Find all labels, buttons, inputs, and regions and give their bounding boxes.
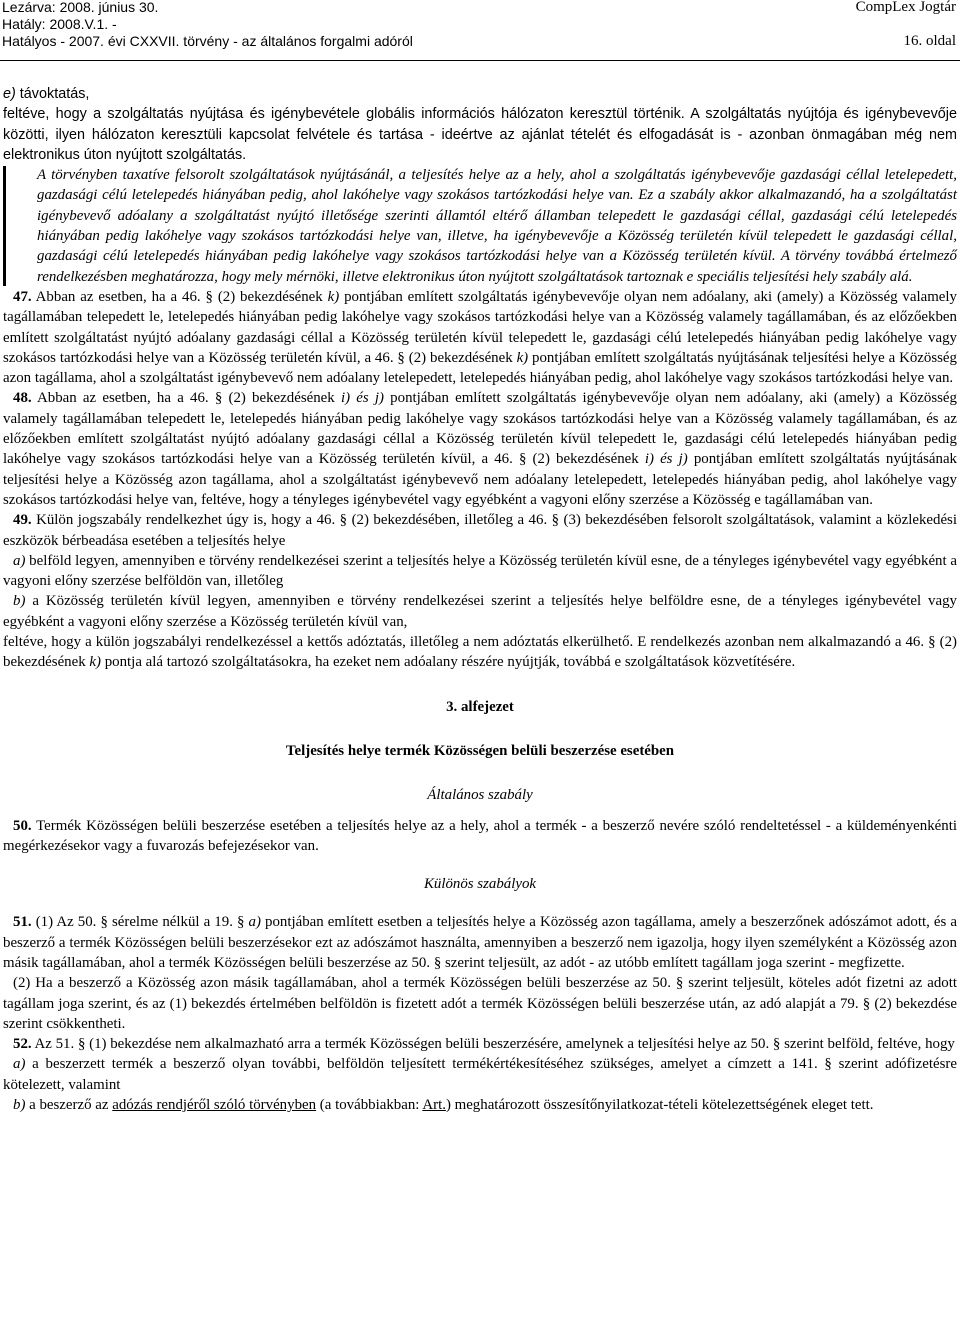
art-reference-link[interactable]: Art.	[422, 1097, 446, 1114]
header-effect-date: Hatály: 2008.V.1. -	[2, 16, 117, 32]
section-52-b: b) a beszerző az adózás rendjéről szóló törvényben (a továbbiakban: Art.) meghatározott összesítőnyilatkozat-tételi kötelezettségének eleget tett.	[13, 1097, 874, 1114]
section-49-a: a) belföld legyen, amennyiben e törvény rendelkezései szerint a teljesítés helye a Közösség területén kívül esne, de a tényleges igénybevétel vagy egyébként a vagyoni előny szerzése belföldön van, illetőleg	[3, 552, 957, 590]
condition-paragraph: feltéve, hogy a szolgáltatás nyújtása és igénybevétele globális információs hálózaton keresztül történik. A szolgáltatás nyújtója és igénybevevője közötti, ilyen hálózaton keresztüli kapcsolat felvétele és tartása - ideértve az ajánlat tételét és elfogadását is - azonban önmagában még nem elektronikus úton nyújtott szolgáltatás.	[3, 106, 958, 163]
section-number: 52.	[13, 1036, 32, 1053]
section-number: 49.	[13, 512, 32, 529]
header-law-title: Hatályos - 2007. évi CXXVII. törvény - az általános forgalmi adóról	[2, 33, 413, 49]
section-47: 47. Abban az esetben, ha a 46. § (2) bekezdésének k) pontjában említett szolgáltatás igénybevevője olyan nem adóalany, aki (amely) a Közösség valamely tagállamában telepedett le, letelepedés hiányában pedig lakóhelye vagy szokásos tartózkodási helye van a Közösség valamely tagállamában, és az előzőekben említett szolgáltatást nyújtó adóalany gazdasági céllal a Közösség területén kívül telepedett le, gazdasági célú letelepedés hiányában pedig lakóhelye vagy szokásos tartózkodási helye van a Közösség területén kívül, a 46. § (2) bekezdésének k) pontjában említett szolgáltatás nyújtásának teljesítési helye a Közösség azon tagállama, ahol a szolgáltatást igénybevevő nem adóalany letelepedett, letelepedés hiányában pedig, ahol lakóhelye vagy szokásos tartózkodási helye van.	[3, 288, 957, 387]
section-number: 48.	[13, 390, 32, 407]
section-49: 49. Külön jogszabály rendelkezhet úgy is, hogy a 46. § (2) bekezdésében, illetőleg a 46. § (3) bekezdésében felsorolt szolgáltatások, valamint a közlekedési eszközök bérbeadása esetében a teljesítés helye	[3, 512, 957, 549]
subchapter-title: Teljesítés helye termék Közösségen belüli beszerzése esetében	[285, 742, 675, 759]
explanatory-note: A törvényben taxatíve felsorolt szolgáltatások nyújtásánál, a teljesítés helye az a hely, ahol a szolgáltatás igénybevevője gazdasági céllal letelepedett, gazdasági célú letelepedés hiányában pedig, ahol lakóhelye vagy szokásos tartózkodási helye van. Ez a szabály akkor alkalmazandó, ha a szolgáltatást igénybevevő adóalany a szolgáltatást nyújtó illetősége szerinti államtól eltérő államban telepedett le gazdasági céllal, gazdasági célú letelepedés hiányában pedig lakóhelye vagy szokásos tartózkodási helye van, illetve, ha igénybevevője a Közösség területén kívül telepedett le gazdasági céllal, gazdasági célú letelepedés hiányában pedig lakóhelye vagy szokásos tartózkodási helye van a Közösség területén kívül. A törvény továbbá értelmező rendelkezésben meghatározza, hogy mely mérnöki, illetve elektronikus úton nyújtott szolgáltatások tartoznak e speciális teljesítési hely szabály alá.	[3, 165, 957, 287]
section-51-2: (2) Ha a beszerző a Közösség azon másik tagállamában, ahol a termék Közösségen belüli beszerzése az 50. § szerint teljesült, köteles adót fizetni az adott tagállam joga szerint, és az (1) bekezdés értelmében belföldön is fizetett adót a termék Közösségen belüli beszerzése után, az adó alapját a 79. § (2) bekezdése szerint csökkentheti.	[3, 975, 957, 1032]
heading-general-rule: Általános szabály	[427, 787, 533, 804]
header-page-number: 16. oldal	[903, 33, 956, 49]
section-49-b: b) a Közösség területén kívül legyen, amennyiben e törvény rendelkezései szerint a teljesítés helye belföldre esne, de a tényleges igénybevétel vagy egyébként a vagyoni előny szerzése a Közösség területén kívül van,	[3, 593, 957, 630]
section-number: 50.	[13, 817, 32, 834]
document-body	[3, 84, 957, 1115]
law-reference-link[interactable]: adózás rendjéről szóló törvényben	[112, 1097, 317, 1114]
subchapter-number: 3. alfejezet	[446, 698, 514, 715]
section-48: 48. Abban az esetben, ha a 46. § (2) bekezdésének i) és j) pontjában említett szolgáltatás igénybevevője olyan nem adóalany, aki (amely) a Közösség valamely tagállamában telepedett le, letelepedés hiányában pedig lakóhelye vagy szokásos tartózkodási helye van a Közösség valamely tagállamában, és az előzőekben említett szolgáltatást nyújtó adóalany gazdasági céllal a Közösség területén kívül telepedett le, gazdasági célú letelepedés hiányában pedig lakóhelye vagy szokásos tartózkodási helye van a Közösség területén kívül, a 46. § (2) bekezdésének i) és j) pontjában említett szolgáltatás nyújtásának teljesítési helye a Közösség azon tagállama, ahol a szolgáltatást igénybevevő nem adóalany letelepedett, letelepedés hiányában pedig, ahol lakóhelye vagy szokásos tartózkodási helye van, feltéve, hogy a tényleges igénybevétel vagy egyébként a vagyoni előny szerzése a Közösség e tagállamában van.	[3, 390, 958, 508]
section-52-a: a) a beszerzett termék a beszerző olyan további, belföldön teljesített termékértékesítéséhez szükséges, amelyet a címzett a 141. § szerint adófizetésre kötelezett, valamint	[3, 1056, 957, 1093]
section-51: 51. (1) Az 50. § sérelme nélkül a 19. § a) pontjában említett esetben a teljesítés helye a Közösség azon tagállama, amely a beszerzőnek adószámot adott, és a beszerző a termék Közösségen belüli beszerzésekor ezt az adószámot használta, amennyiben a beszerző nem igazolja, hogy ilyen személyként a Közösség azon másik tagállamában, ahol a termék Közösségen belüli beszerzése az 50. § szerint teljesült, az adót - az utóbb említett tagállam joga szerint - megfizette.	[3, 914, 957, 971]
heading-special-rules: Különös szabályok	[423, 876, 537, 893]
header-closed-date: Lezárva: 2008. június 30.	[2, 0, 159, 15]
header-brand: CompLex Jogtár	[855, 0, 956, 15]
section-49-tail: feltéve, hogy a külön jogszabályi rendelkezéssel a kettős adóztatás, illetőleg a nem adóztatás elkerülhető. E rendelkezés azonban nem alkalmazandó a 46. § (2) bekezdésének k) pontja alá tartozó szolgáltatásokra, ha ezeket nem adóalany részére nyújtják, továbbá e szolgáltatások közvetítésére.	[3, 634, 957, 671]
section-50: 50. Termék Közösségen belüli beszerzése esetében a teljesítés helye az a hely, ahol a termék - a beszerző nevére szóló rendeltetéssel - a küldeményenkénti megérkezésekor vagy a fuvarozás befejezésekor van.	[3, 817, 957, 854]
section-52: 52. Az 51. § (1) bekezdése nem alkalmazható arra a termék Közösségen belüli beszerzésére, amelynek a teljesítési helye az 50. § szerint belföld, feltéve, hogy	[13, 1036, 955, 1053]
item-e: e) távoktatás,	[3, 86, 90, 102]
section-number: 51.	[13, 914, 32, 931]
section-number: 47.	[13, 288, 32, 305]
header-divider	[0, 60, 960, 61]
